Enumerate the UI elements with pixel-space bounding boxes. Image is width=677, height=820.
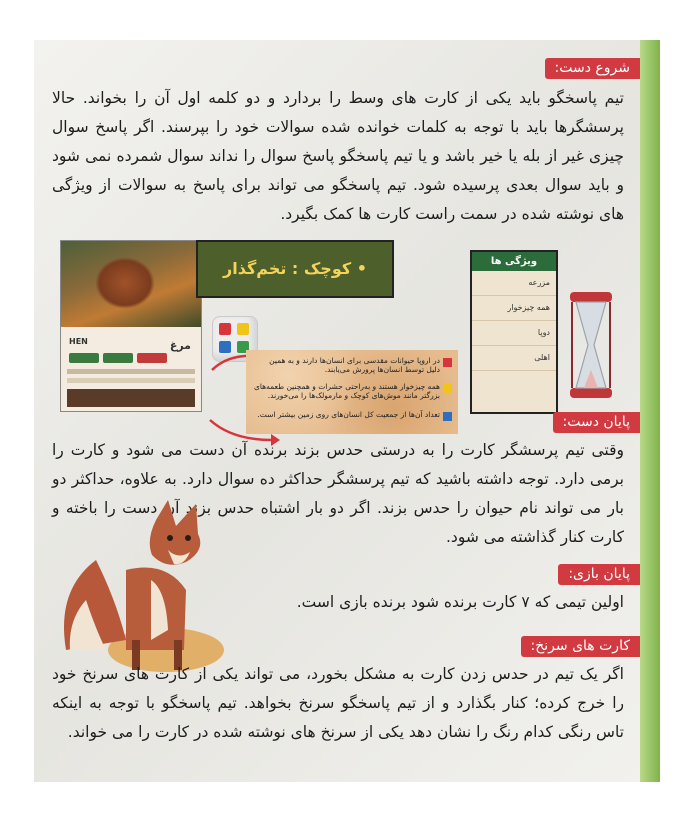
feature-row: دوپا — [472, 321, 556, 346]
hint-line-red: در اروپا حیوانات مقدسی برای انسان‌ها دارند و به همین دلیل توسط انسان‌ها پرورش می‌یابند. — [254, 356, 440, 374]
features-title: ویژگی ها — [472, 252, 556, 271]
card-hint-strip — [67, 389, 195, 407]
card-tag-3 — [137, 353, 167, 363]
card-stripe — [67, 369, 195, 374]
card-top-detail: • کوچک : تخم‌گذار — [196, 240, 394, 298]
card-name-en: HEN — [69, 337, 88, 346]
end-game-heading: پایان بازی: — [558, 564, 640, 585]
start-heading: شروع دست: — [545, 58, 640, 79]
hen-photo — [61, 241, 201, 327]
hint-panel — [246, 350, 458, 434]
rules-page — [34, 40, 646, 782]
hint-line-blue: تعداد آن‌ها از جمعیت کل انسان‌های روی زمین بیشتر است. — [254, 410, 440, 419]
card-stripe — [67, 378, 195, 383]
hourglass-icon — [568, 290, 614, 400]
end-game-body: اولین تیمی که ۷ کارت برنده شود برنده بازی است. — [296, 593, 624, 611]
features-card — [470, 250, 558, 414]
start-body: تیم پاسخگو باید یکی از کارت های وسط را بردارد و دو کلمه اول آن را بخواند. حالا پرسشگرها باید با توجه به کلمات خوانده شده سوالات خود را بپرسند. اگر پاسخ سوال چیزی غیر از بله یا خیر باشد و یا تیم پاسخگو پاسخ سوال را نداند سوال شمرده نمی شود و باید سوال بعدی پرسیده شود. تیم پاسخگو می تواند برای پاسخ به سوالات از ویژگی های نوشته شده در سمت راست کارت ها کمک بگیرد. — [52, 89, 624, 223]
animal-card-image — [60, 240, 202, 412]
feature-row: مزرعه — [472, 271, 556, 296]
feature-row: همه چیزخوار — [472, 296, 556, 321]
end-hand-body: وقتی تیم پرسشگر کارت را به درستی حدس بزند برنده آن دست می شود و کارت را برمی دارد. توجه داشته باشید که تیم پرسشگر حداکثر ده سوال دارد. به علاوه، حداکثر دو بار می تواند نام حیوان را حدس بزند. اگر دو بار اشتباه حدس بزند آن دست را باخته و کارت کنار گذاشته می شود. — [52, 441, 624, 546]
hint-cards-heading: کارت های سرنخ: — [521, 636, 640, 657]
feature-row: اهلی — [472, 346, 556, 371]
fox-illustration — [56, 500, 226, 675]
card-name-fa: مرغ — [169, 339, 191, 352]
card-tag-1 — [69, 353, 99, 363]
hint-line-yellow: همه چیزخوار هستند و به‌راحتی حشرات و همچنین طعمه‌های بزرگتر مانند موش‌های کوچک و مارمولک‌ها را می‌خورند. — [254, 382, 440, 400]
end-hand-heading: پایان دست: — [553, 412, 640, 433]
box-edge — [640, 40, 660, 782]
card-tag-2 — [103, 353, 133, 363]
hint-cards-body: اگر یک تیم در حدس زدن کارت به مشکل بخورد، می تواند یکی از کارت های سرنخ خود را خرج کرده؛ کنار بگذارد و از تیم پاسخگو سرنخ بخواهد. تیم پاسخگو با توجه به اینکه تاس رنگی کدام رنگ را نشان دهد یکی از سرنخ های نوشته شده در کارت را می خواند. — [52, 665, 624, 741]
hen-icon — [95, 257, 155, 309]
